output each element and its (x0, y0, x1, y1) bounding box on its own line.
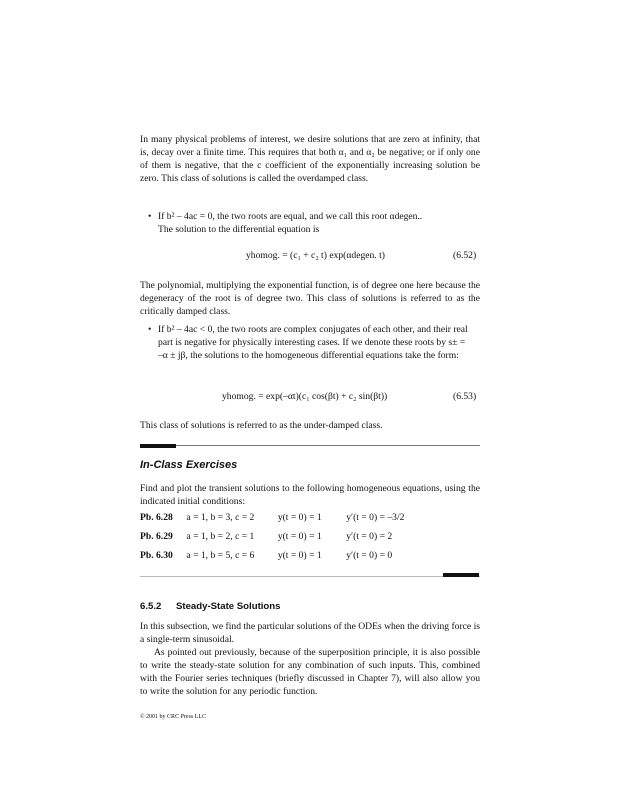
problem-ic-yprime: y′(t = 0) = –3/2 (346, 512, 405, 523)
exercise-top-rule (140, 445, 480, 446)
bullet-dot-icon: • (148, 211, 152, 222)
equation-number-6-53: (6.53) (453, 391, 477, 402)
bullet-1-line-2: The solution to the differential equation is (158, 224, 320, 235)
section-heading (140, 601, 280, 612)
problem-label: Pb. 6.29 (140, 531, 173, 542)
paragraph-superposition: As pointed out previously, because of the superposition principle, it is also possible to write the steady-state solution for any combination of such inputs. This, combined with the Fourier series techniques (briefly discussed in Chapter 7), will also allow you to write the solution for any periodic function. (140, 647, 480, 697)
problem-ic-yprime: y′(t = 0) = 0 (346, 550, 393, 561)
section-title: Steady-State Solutions (176, 601, 281, 612)
paragraph-overdamped: In many physical problems of interest, we desire solutions that are zero at infinity, that is, decay over a finite time. This requires that both α₁ and α₂ be negative; or if only one of them is negative, that the c coefficient of the exponentially increasing solution be zero. This class of solutions is called the overdamped class. (140, 134, 480, 184)
problem-coefficients: a = 1, b = 3, c = 2 (186, 512, 255, 523)
bullet-2-text: If b² – 4ac < 0, the two roots are complex conjugates of each other, and their real part is negative for physically interesting cases. If we denote these roots by s± = –α ± jβ, the solutions to the homogeneous differential equations take the form: (158, 324, 468, 361)
bullet-1-line-1: If b² – 4ac = 0, the two roots are equal, and we call this root αdegen.. (158, 211, 423, 222)
copyright-footer: © 2001 by CRC Press LLC (140, 714, 207, 720)
problem-ic-y: y(t = 0) = 1 (277, 550, 322, 561)
problem-coefficients: a = 1, b = 2, c = 1 (186, 531, 255, 542)
section-number: 6.5.2 (140, 601, 162, 612)
bullet-under-damped (148, 323, 470, 362)
paragraph-critically-damped: The polynomial, multiplying the exponential function, is of degree one here because the degeneracy of the root is of degree two. This class of solutions is referred to as the critically damped class. (140, 280, 480, 317)
exercise-bottom-rule (140, 576, 480, 577)
exercises-intro: Find and plot the transient solutions to the following homogeneous equations, using the indicated initial conditions: (140, 483, 480, 507)
bullet-critically-damped (148, 210, 470, 236)
problem-coefficients: a = 1, b = 5, c = 6 (186, 550, 255, 561)
problem-row (140, 512, 404, 523)
exercises-heading: In-Class Exercises (140, 459, 238, 471)
problem-ic-y: y(t = 0) = 1 (277, 512, 322, 523)
bullet-dot-icon: • (148, 324, 152, 335)
equation-number-6-52: (6.52) (453, 250, 477, 261)
paragraph-subsection-intro: In this subsection, we find the particular solutions of the ODEs when the driving force is a single-term sinusoidal. (140, 621, 480, 645)
problem-ic-y: y(t = 0) = 1 (277, 531, 322, 542)
exercise-top-tab (140, 444, 176, 448)
problem-row (140, 550, 392, 561)
exercise-bottom-tab (443, 573, 479, 577)
problem-ic-yprime: y′(t = 0) = 2 (346, 531, 393, 542)
problem-label: Pb. 6.30 (140, 550, 173, 561)
paragraph-under-damped: This class of solutions is referred to as the under-damped class. (140, 420, 383, 431)
equation-6-53: yhomog. = exp(–αt)(c₁ cos(βt) + c₂ sin(βt)) (222, 391, 388, 402)
equation-6-52: yhomog. = (c₁ + c₂ t) exp(αdegen. t) (246, 250, 385, 261)
problem-row (140, 531, 392, 542)
problem-label: Pb. 6.28 (140, 512, 173, 523)
